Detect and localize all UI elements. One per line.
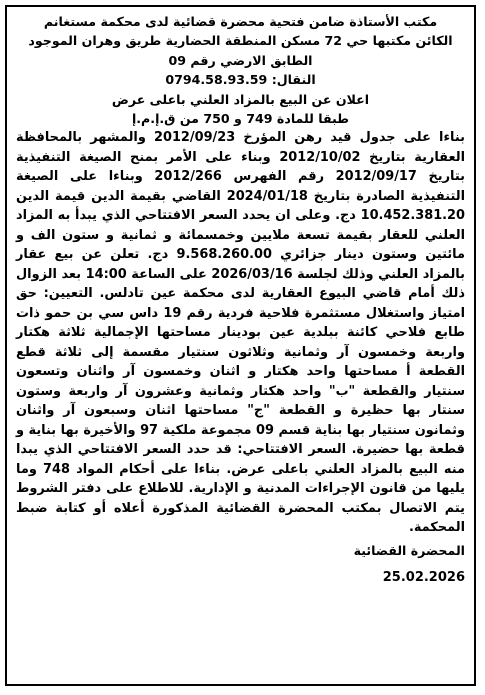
announcement-date: 25.02.2026	[382, 569, 465, 585]
office-floor: الطابق الارضي رقم 09	[168, 52, 313, 68]
announcement-box	[5, 5, 476, 686]
office-name: مكتب الأستاذة ضامن فتحية محضرة قضائية لدى محكمة مستغانم	[43, 14, 438, 29]
office-address: الكائن مكتبها حي 72 مسكن المنطقة الحضارية طريق وهران الموجود	[28, 33, 453, 49]
legal-reference: طبقا للمادة 749 و 750 من ق.إ.م.إ	[131, 111, 350, 127]
announcement-body: بناءا على جدول قيد رهن المؤرخ 2012/09/23 والمشهر بالمحافظة العقارية بتاريخ 2012/10/02 وبناء على الأمر بمنح الصيغة التنفيذية بتاريخ 2012/09/17 رقم الفهرس 2012/266 وبناءا على الصيغة التنفيذية الصادرة بتاريخ 2024/01/18 القاضي بقيمة الدين قيمة الدين 10.452.381.20 دج. وعلى ان يحدد السعر الافتتاحي الذي يبدأ به المزاد العلني للعقار بقيمة تسعة ملايين وخمسمائة و ثمانية و ستون الف و مائتين وستون دينار جزائري 9.568.260.00 دج. تعلن عن بيع عقار بالمزاد العلني وذلك لجلسة 2026/03/16 على الساعة 14:00 بعد الزوال ذلك أمام قاضي البيوع العقارية لدى محكمة عين تادلس. التعيين: حق امتياز واستغلال مستثمرة فلاحية فردية رقم 19 داس سي بن حمو ذات طابع فلاحي كائنة ببلدية عين بودينار مساحتها الإجمالية ثلاثة هكتار واربعة وخمسون آر وثمانية وثلاثون سنتيار مقسمة إلى ثلاثة قطع القطعة أ مساحتها واحد هكتار و اثنان وخمسون آر واثنان وتسعون سنتيار والقطعة "ب" واحد هكتار وثمانية وعشرون آر واربعة وستون سنتار بها حظيرة و القطعة "ج" مساحتها اثنان وسبعون آر واثنان وثمانون سنتيار بها بناية قسم 09 مجموعة ملكية 97 والأخيرة بها بناية و قطعة بها حضيرة. السعر الافتتاحي: قد حدد السعر الافتتاحي الذي يبدا منه البيع بالمزاد العلني باعلى عرض. بناءا على أحكام المواد 748 وما يليها من قانون الإجراءات المدنية و الإدارية. للاطلاع على دفتر الشروط يتم الاتصال بمكتب المحضرة القضائية المذكورة أعلاه أو كتابة ضبط المحكمة.	[16, 130, 465, 536]
office-phone: النقال: 0794.58.93.59	[165, 72, 316, 88]
office-header	[16, 12, 465, 128]
announcement-title: اعلان عن البيع بالمزاد العلني باعلى عرض	[111, 91, 370, 107]
signature-label: المحضرة القضائية	[353, 542, 465, 558]
